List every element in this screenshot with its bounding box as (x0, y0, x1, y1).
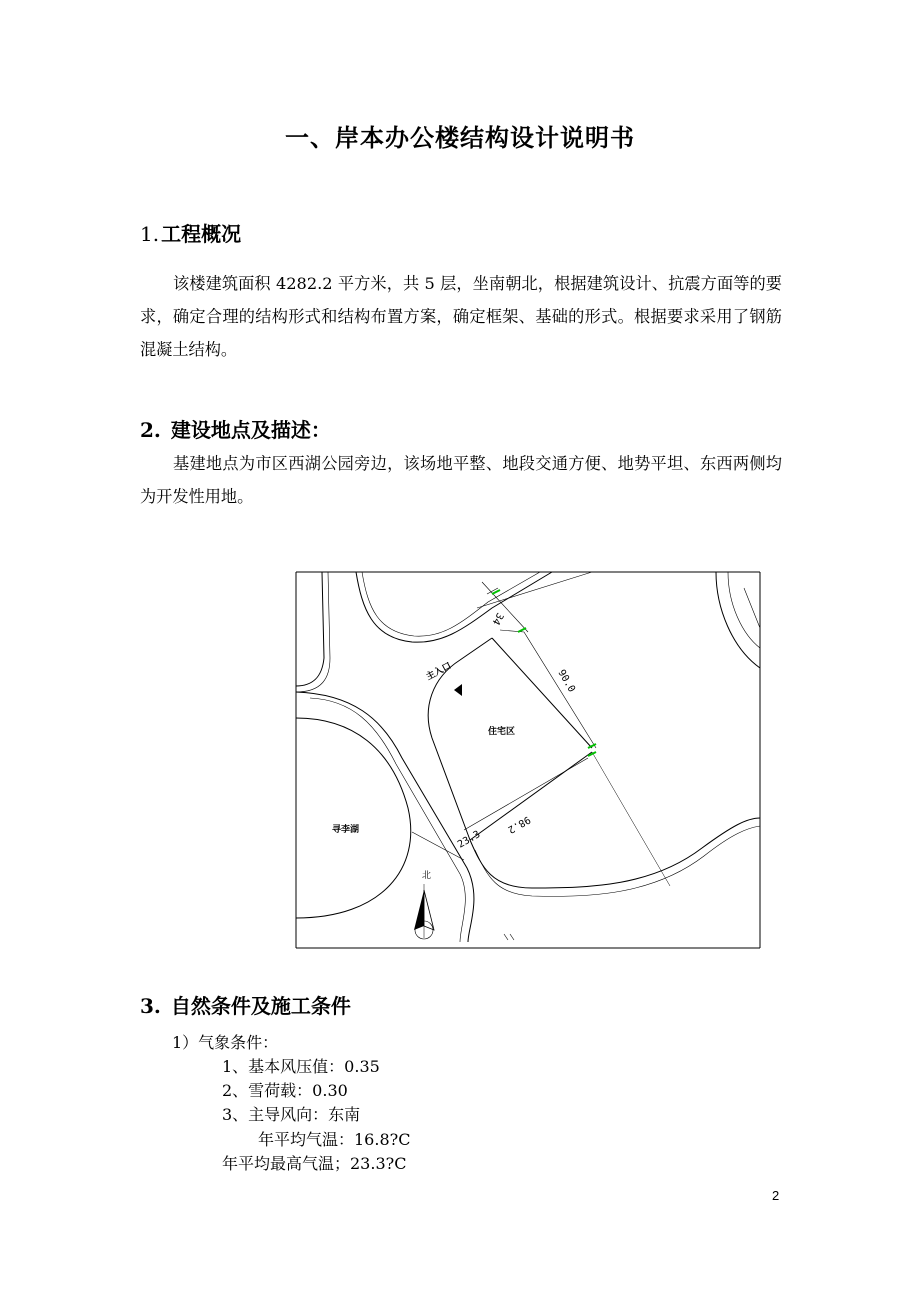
section-title: 建设地点及描述： (170, 418, 331, 442)
road-edge (296, 572, 330, 692)
road-edge (362, 572, 540, 636)
north-label: 北 (422, 871, 432, 881)
dimension-top: 34 (489, 610, 506, 627)
section-heading-conditions (140, 990, 351, 1019)
section-number: 1. (140, 222, 160, 246)
north-arrow-icon (414, 884, 434, 939)
lake-outline (296, 718, 411, 918)
section-title: 工程概况 (161, 222, 242, 246)
page-title: 一、岸本办公楼结构设计说明书 (285, 124, 635, 152)
block-edge-bottom (470, 752, 592, 840)
section-number: 2. (140, 418, 161, 442)
section-number: 3. (140, 994, 161, 1018)
road-edge (716, 572, 760, 668)
lake-label: 寻李湖 (332, 825, 360, 835)
extension-line (592, 752, 670, 886)
road-edge (296, 692, 474, 942)
section-heading-overview (140, 218, 241, 247)
road-edge (744, 588, 760, 628)
section-title: 自然条件及施工条件 (170, 994, 351, 1018)
entrance-arrow-icon (454, 684, 462, 696)
road-edge (475, 826, 760, 896)
weather-item: 2、雪荷载：0.30 (222, 1081, 348, 1100)
weather-item: 1、基本风压值：0.35 (222, 1057, 380, 1076)
residential-label: 住宅区 (488, 727, 516, 737)
overview-paragraph: 该楼建筑面积 4282.2 平方米，共 5 层，坐南朝北，根据建筑设计、抗震方面等的要求，确定合理的结构形式和结构布置方案，确定框架、基础的形式。根据要求采用了钢筋混凝土结构。 (140, 274, 782, 359)
weather-item: 年平均气温：16.8?C (258, 1130, 411, 1149)
weather-item: 年平均最高气温；23.3?C (222, 1154, 407, 1173)
dimension-left: 23.3 (456, 829, 483, 851)
entrance-label: 主入口 (424, 661, 454, 683)
page-number: 2 (772, 1188, 780, 1203)
dimension-right: 90.0 (555, 668, 577, 695)
weather-item: 3、主导风向：东南 (222, 1105, 361, 1124)
dimension-bottom: 98.2 (505, 813, 532, 835)
site-plan-figure (292, 568, 764, 953)
road-edge (296, 572, 324, 686)
section-heading-site (140, 414, 331, 443)
site-paragraph: 基建地点为市区西湖公园旁边，该场地平整、地段交通方便、地势平坦、东西两侧均为开发性用地。 (140, 454, 782, 506)
subheading-weather: 1）气象条件： (172, 1033, 279, 1052)
